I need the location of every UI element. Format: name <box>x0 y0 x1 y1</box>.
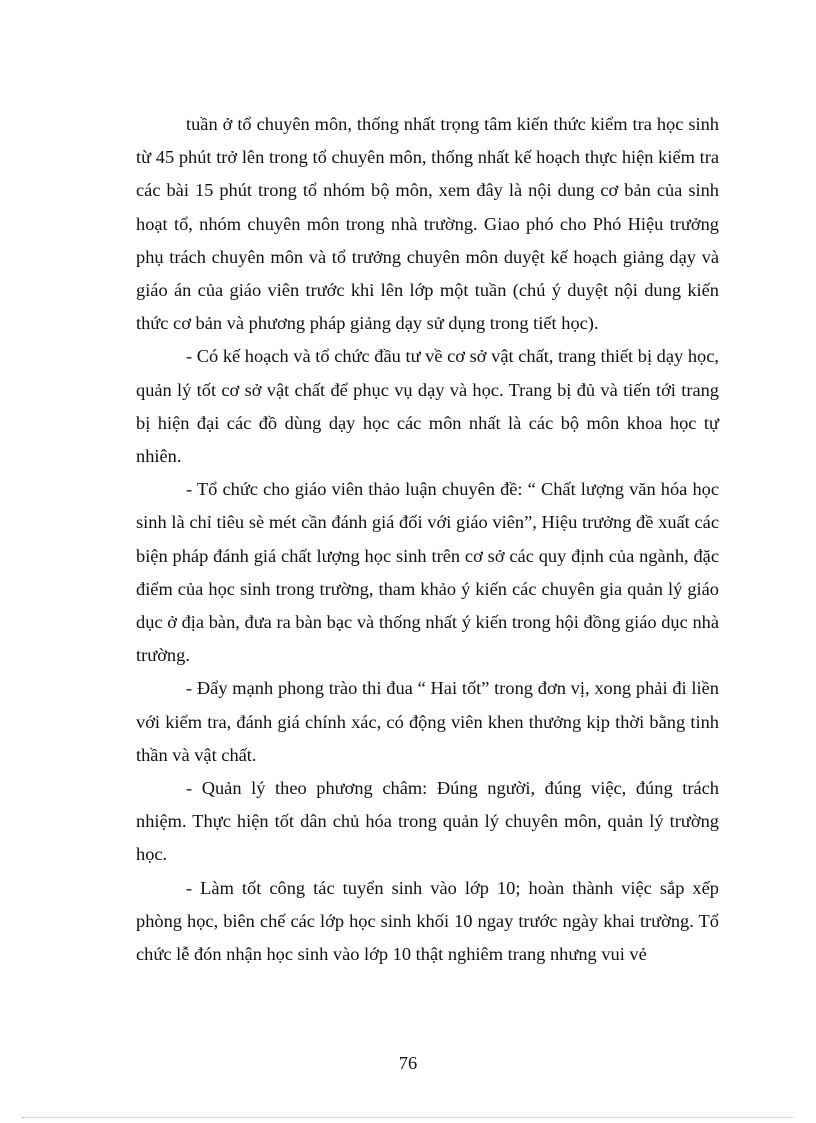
paragraph-facilities: - Có kế hoạch và tổ chức đầu tư về cơ sở vật chất, trang thiết bị dạy học, quản lý tốt cơ sở vật chất để phục vụ dạy và học. Trang bị đủ và tiến tới trang bị hiện đại các đồ dùng dạy học các môn nhất là các bộ môn khoa học tự nhiên. <box>136 346 719 467</box>
body-text <box>136 108 719 971</box>
page-number: 76 <box>398 1053 418 1073</box>
page-bottom-divider <box>22 1117 794 1118</box>
paragraph-enrollment: - Làm tốt công tác tuyển sinh vào lớp 10; hoàn thành việc sắp xếp phòng học, biên chế các lớp học sinh khối 10 ngay trước ngày khai trường. Tổ chức lễ đón nhận học sinh vào lớp 10 thật nghiêm trang nhưng vui vẻ <box>136 877 719 965</box>
paragraph-quality-discussion: - Tổ chức cho giáo viên thảo luận chuyên đề: “ Chất lượng văn hóa học sinh là chỉ tiêu sè mét cần đánh giá đối với giáo viên”, Hiệu trưởng đề xuất các biện pháp đánh giá chất lượng học sinh trên cơ sở các quy định của ngành, đặc điểm của học sinh trong trường, tham khảo ý kiến các chuyên gia quản lý giáo dục ở địa bàn, đưa ra bàn bạc và thống nhất ý kiến trong hội đồng giáo dục nhà trường. <box>136 479 719 666</box>
paragraph-emulation-movement: - Đẩy mạnh phong trào thi đua “ Hai tốt” trong đơn vị, xong phải đi liền với kiểm tra, đánh giá chính xác, có động viên khen thưởng kịp thời bằng tinh thần và vật chất. <box>136 678 719 765</box>
paragraph-lesson-review: tuần ở tổ chuyên môn, thống nhất trọng tâm kiến thức kiểm tra học sinh từ 45 phút trở lên trong tổ chuyên môn, thống nhất kế hoạch thực hiện kiểm tra các bài 15 phút trong tổ nhóm bộ môn, xem đây là nội dung cơ bản của sinh hoạt tổ, nhóm chuyên môn trong nhà trường. Giao phó cho Phó Hiệu trưởng phụ trách chuyên môn và tổ trưởng chuyên môn duyệt kế hoạch giảng dạy và giáo án của giáo viên trước khi lên lớp một tuần (chú ý duyệt nội dung kiến thức cơ bản và phương pháp giảng dạy sử dụng trong tiết học). <box>136 114 719 334</box>
paragraph-management-motto: - Quản lý theo phương châm: Đúng người, đúng việc, đúng trách nhiệm. Thực hiện tốt dân chủ hóa trong quản lý chuyên môn, quản lý trường học. <box>136 778 719 865</box>
